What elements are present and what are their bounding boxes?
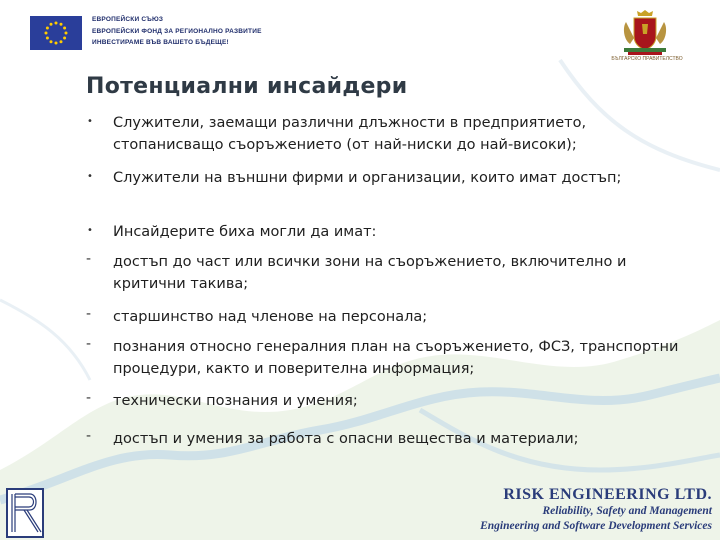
bullet-marker: • bbox=[87, 171, 93, 182]
list-item bbox=[84, 428, 684, 450]
dash-marker: - bbox=[86, 336, 92, 352]
list-item-text: познания относно генералния план на съоръжението, ФСЗ, транспортни процедури, както и поверителна информация; bbox=[113, 339, 679, 377]
dash-marker: - bbox=[86, 390, 92, 406]
list-item bbox=[84, 390, 684, 412]
list-item-text: достъп и умения за работа с опасни вещества и материали; bbox=[113, 431, 579, 447]
bullet-marker: • bbox=[87, 116, 93, 127]
list-item-text: Инсайдерите биха могли да имат: bbox=[113, 224, 377, 240]
risk-engineering-logo-icon bbox=[6, 488, 44, 538]
slide-title: Потенциални инсайдери bbox=[86, 74, 408, 99]
eu-line: ЕВРОПЕЙСКИ ФОНД ЗА РЕГИОНАЛНО РАЗВИТИЕ bbox=[92, 27, 262, 35]
crest-caption: БЪЛГАРСКО ПРАВИТЕЛСТВО bbox=[611, 56, 683, 62]
dash-marker: - bbox=[86, 251, 92, 267]
company-name: RISK ENGINEERING LTD. bbox=[503, 486, 712, 503]
list-item bbox=[84, 167, 684, 189]
list-item-text: Служители, заемащи различни длъжности в предприятието, стопанисващо съоръжението (от най-ниски до най-високи); bbox=[113, 115, 587, 153]
list-item bbox=[84, 112, 684, 156]
list-item-text: технически познания и умения; bbox=[113, 393, 358, 409]
eu-line: ЕВРОПЕЙСКИ СЪЮЗ bbox=[92, 16, 164, 23]
dash-marker: - bbox=[86, 306, 92, 322]
eu-line: ИНВЕСТИРАМЕ ВЪВ ВАШЕТО БЪДЕЩЕ! bbox=[92, 39, 229, 46]
dash-marker: - bbox=[86, 428, 92, 444]
footer bbox=[0, 482, 720, 540]
bullet-marker: • bbox=[87, 225, 93, 236]
list-item-text: старшинство над членове на персонала; bbox=[113, 309, 428, 325]
company-tagline: Reliability, Safety and Management bbox=[542, 505, 712, 517]
list-item-text: Служители на външни фирми и организации, които имат достъп; bbox=[113, 170, 622, 186]
company-tagline: Engineering and Software Development Services bbox=[480, 520, 712, 532]
list-item bbox=[84, 336, 684, 380]
list-item-text: достъп до част или всички зони на съоръжението, включително и критични такива; bbox=[113, 254, 627, 292]
list-item bbox=[84, 306, 684, 328]
list-item bbox=[84, 251, 684, 295]
list-item bbox=[84, 221, 684, 243]
